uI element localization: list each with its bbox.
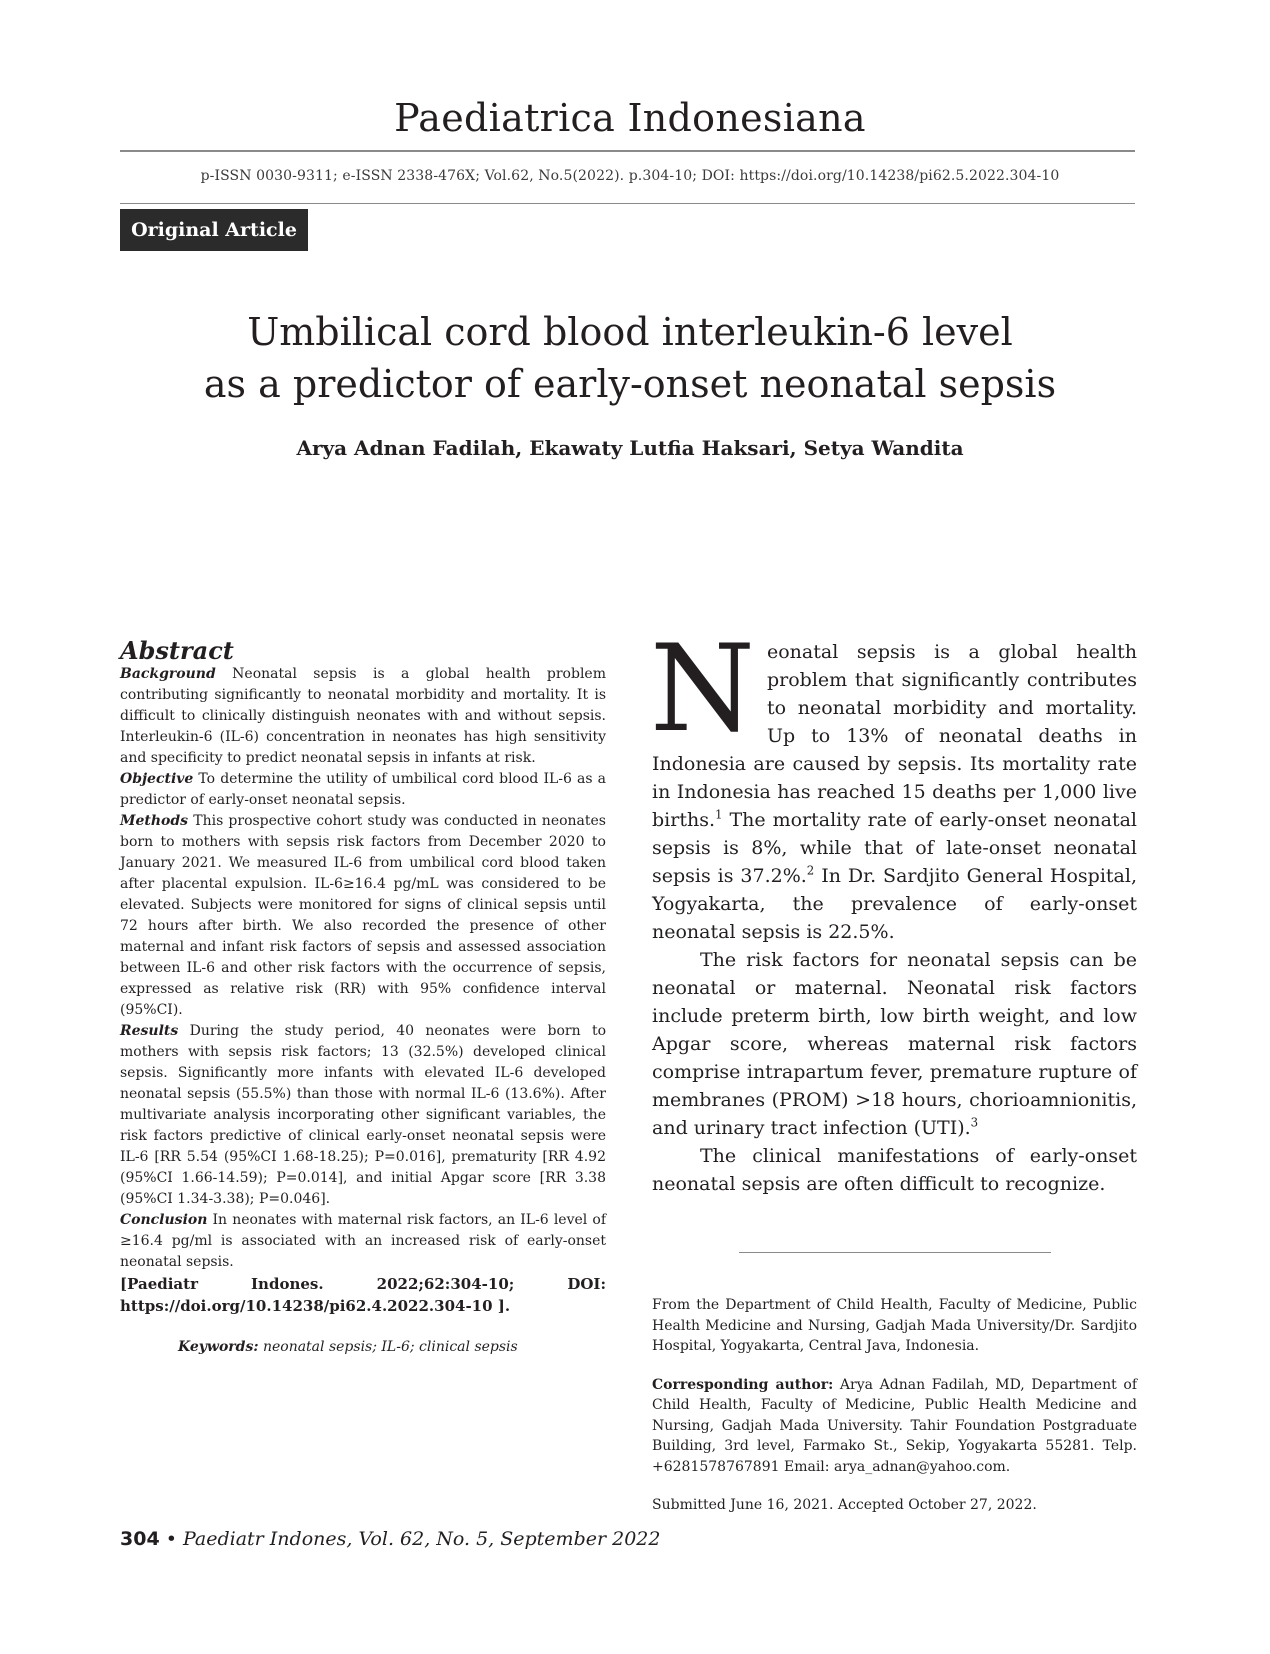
abstract-results xyxy=(120,1021,606,1210)
keywords-text: neonatal sepsis; IL-6; clinical sepsis xyxy=(258,1339,518,1355)
issn-doi-line: p-ISSN 0030-9311; e-ISSN 2338-476X; Vol.62, No.5(2022). p.304-10; DOI: https://doi.org/10.14238/pi62.5.2022.304-10 xyxy=(200,168,1060,184)
abstract-background xyxy=(120,664,606,769)
corresponding-author-note xyxy=(652,1375,1137,1478)
affiliation-note: From the Department of Child Health, Faculty of Medicine, Public Health Medicine and Nursing, Gadjah Mada University/Dr. Sardjito Hospital, Yogyakarta, Central Java, Indonesia. xyxy=(652,1297,1137,1355)
keywords xyxy=(178,1337,606,1357)
footer-separator: • xyxy=(159,1528,183,1550)
background-label: Background xyxy=(120,666,216,682)
background-text: Neonatal sepsis is a global health problem contributing significantly to neonatal morbidity and mortality. It is difficult to clinically distinguish neonates with and without sepsis. Interleukin-6 (IL-6) concentration in neonates has high sensitivity and specificity to predict neonatal sepsis in infants at risk. xyxy=(120,666,606,766)
footer-journal-ref: Paediatr Indones, Vol. 62, No. 5, September 2022 xyxy=(182,1528,661,1550)
conclusion-label: Conclusion xyxy=(120,1212,208,1228)
objective-text: To determine the utility of umbilical cord blood IL-6 as a predictor of early-onset neonatal sepsis. xyxy=(120,771,606,808)
abstract-heading: Abstract xyxy=(120,636,234,665)
abstract-citation: [Paediatr Indones. 2022;62:304-10; DOI: https://doi.org/10.14238/pi62.4.2022.304-10 ]. xyxy=(120,1275,606,1315)
abstract-methods xyxy=(120,811,606,1021)
results-label: Results xyxy=(120,1023,179,1039)
objective-label: Objective xyxy=(120,771,194,787)
reference-2: 2 xyxy=(806,863,815,878)
author-list: Arya Adnan Fadilah, Ekawaty Lutfia Haksari, Setya Wandita xyxy=(296,436,964,460)
methods-label: Methods xyxy=(120,813,189,829)
body-p1-text-a: eonatal sepsis is a global health problem that significantly contributes to neonatal morbidity and mortality. Up to 13% of neonatal deaths in Indonesia are caused by sepsis. Its mortality rate in Indonesia has reached 15 deaths per 1,000 live births. xyxy=(652,641,1137,831)
body-p1-text-c: In Dr. Sardjito General Hospital, Yogyakarta, the prevalence of early-onset neonatal sepsis is 22.5%. xyxy=(652,865,1137,943)
abstract-conclusion xyxy=(120,1210,606,1273)
methods-text: This prospective cohort study was conducted in neonates born to mothers with sepsis risk factors from December 2020 to January 2021. We measured IL-6 from umbilical cord blood taken after placental expulsion. IL-6≥16.4 pg/mL was considered to be elevated. Subjects were monitored for signs of clinical sepsis until 72 hours after birth. We also recorded the presence of other maternal and infant risk factors of sepsis and assessed association between IL-6 and other risk factors with the occurrence of sepsis, expressed as relative risk (RR) with 95% confidence interval (95%CI). xyxy=(120,813,606,1018)
keywords-label: Keywords: xyxy=(178,1339,259,1355)
body-paragraph-1 xyxy=(650,620,1137,946)
conclusion-text: In neonates with maternal risk factors, an IL-6 level of ≥16.4 pg/ml is associated with an increased risk of early-onset neonatal sepsis. xyxy=(120,1212,606,1270)
article-type-badge: Original Article xyxy=(120,209,308,251)
header-rule-bottom xyxy=(120,203,1135,204)
body-column xyxy=(650,620,1137,1516)
page-number: 304 xyxy=(120,1528,160,1550)
results-text: During the study period, 40 neonates were born to mothers with sepsis risk factors; 13 (32.5%) developed clinical sepsis. Significantly more infants with elevated IL-6 developed neonatal sepsis (55.5%) than those with normal IL-6 (13.6%). After multivariate analysis incorporating other significant variables, the risk factors predictive of clinical early-onset neonatal sepsis were IL-6 [RR 5.54 (95%CI 1.68-18.25); P=0.016], prematurity [RR 4.92 (95%CI 1.66-14.59); P=0.014], and initial Apgar score [RR 3.38 (95%CI 1.34-3.38); P=0.046]. xyxy=(120,1023,606,1207)
footnote-divider xyxy=(739,1252,1051,1253)
submission-dates: Submitted June 16, 2021. Accepted October 27, 2022. xyxy=(652,1497,1037,1514)
paper-title xyxy=(120,306,1140,410)
body-paragraph-3: The clinical manifestations of early-onset neonatal sepsis are often difficult to recognize. xyxy=(652,1145,1137,1195)
corresponding-text: Arya Adnan Fadilah, MD, Department of Child Health, Faculty of Medicine, Public Health Medicine and Nursing, Gadjah Mada University. Tahir Foundation Postgraduate Building, 3rd level, Farmako St., Sekip, Yogyakarta 55281. Telp. +6281578767891 Email: arya_adnan@yahoo.com. xyxy=(652,1376,1137,1475)
paper-title-line2: as a predictor of early-onset neonatal sepsis xyxy=(203,362,1057,406)
header-rule-top xyxy=(120,150,1135,152)
abstract-column xyxy=(120,638,606,1357)
journal-title: Paediatrica Indonesiana xyxy=(394,96,866,140)
page-footer xyxy=(120,1528,660,1550)
body-p2-text: The risk factors for neonatal sepsis can be neonatal or maternal. Neonatal risk factors include preterm birth, low birth weight, and low Apgar score, whereas maternal risk factors comprise intrapartum fever, premature rupture of membranes (PROM) >18 hours, chorioamnionitis, and urinary tract infection (UTI). xyxy=(652,949,1137,1139)
drop-cap: N xyxy=(650,620,755,759)
body-p1-text-b: The mortality rate of early-onset neonatal sepsis is 8%, while that of late-onset neonatal sepsis is 37.2%. xyxy=(652,809,1137,887)
abstract-objective xyxy=(120,769,606,811)
reference-1: 1 xyxy=(714,807,723,822)
body-paragraph-2 xyxy=(652,946,1137,1142)
corresponding-label: Corresponding author: xyxy=(652,1376,834,1393)
paper-title-line1: Umbilical cord blood interleukin-6 level xyxy=(247,310,1013,354)
reference-3: 3 xyxy=(970,1115,979,1130)
